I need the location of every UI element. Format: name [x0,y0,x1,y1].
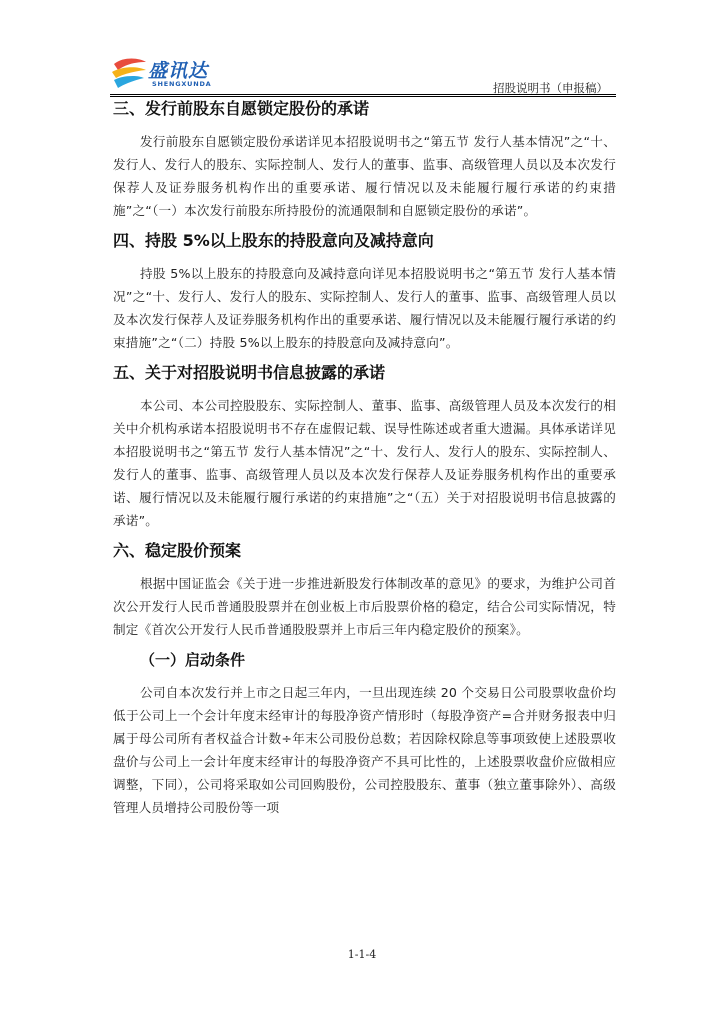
page-header [110,54,616,96]
company-logo [110,56,240,90]
section-heading: 六、稳定股价预案 [113,541,242,560]
section-heading: 五、关于对招股说明书信息披露的承诺 [113,363,386,382]
logo-mark-icon [110,56,150,90]
section-heading: 四、持股 5%以上股东的持股意向及减持意向 [113,231,434,250]
logo-text-en: SHENGXUNDA [152,80,212,88]
section-heading: 三、发行前股东自愿锁定股份的承诺 [113,99,370,118]
subsection-paragraph: 公司自本次发行并上市之日起三年内，一旦出现连续 20 个交易日公司股票收盘价均低于公司上一个会计年度末经审计的每股净资产情形时（每股净资产=合并财务报表中归属于母公司所有者权益合计数÷年末公司股份总数；若因除权除息等事项致使上述股票收盘价与公司上一会计年度末经审计的每股净资产不具可比性的，上述股票收盘价应做相应调整，下同），公司将采取如公司回购股份，公司控股股东、董事（独立董事除外）、高级管理人员增持公司股份等一项 [113,685,616,815]
section-paragraph: 根据中国证监会《关于进一步推进新股发行体制改革的意见》的要求，为维护公司首次公开发行人民币普通股股票并在创业板上市后股票价格的稳定，结合公司实际情况，特制定《首次公开发行人民币普通股股票并上市后三年内稳定股价的预案》。 [113,576,616,637]
page-number: 1-1-4 [347,948,377,961]
subsection-heading: （一）启动条件 [140,651,246,669]
section-4 [113,228,616,354]
section-paragraph: 持股 5%以上股东的持股意向及减持意向详见本招股说明书之“第五节 发行人基本情况”之“十、发行人、发行人的股东、实际控制人、发行人的董事、监事、高级管理人员以及本次发行保荐人及证券服务机构作出的重要承诺、履行情况以及未能履行履行承诺的约束措施”之“（二）持股 5%以上股东的持股意向及减持意向”。 [113,266,616,350]
section-paragraph: 发行前股东自愿锁定股份承诺详见本招股说明书之“第五节 发行人基本情况”之“十、发行人、发行人的股东、实际控制人、发行人的董事、监事、高级管理人员以及本次发行保荐人及证券服务机构作出的重要承诺、履行情况以及未能履行履行承诺的约束措施”之“（一）本次发行前股东所持股份的流通限制和自愿锁定股份的承诺”。 [113,134,616,218]
logo-text-cn: 盛讯达 [148,60,209,82]
section-paragraph: 本公司、本公司控股股东、实际控制人、董事、监事、高级管理人员及本次发行的相关中介机构承诺本招股说明书不存在虚假记载、误导性陈述或者重大遗漏。具体承诺详见本招股说明书之“第五节 发行人基本情况”之“十、发行人、发行人的股东、实际控制人、发行人的董事、监事、高级管理人员以及本次发行保荐人及证券服务机构作出的重要承诺、履行情况以及未能履行履行承诺的约束措施”之“（五）关于对招股说明书信息披露的承诺”。 [113,398,616,528]
section-3 [113,96,616,222]
section-5 [113,360,616,532]
page-body [113,96,616,819]
section-6 [113,538,616,819]
document-label: 招股说明书（申报稿） [493,81,608,95]
